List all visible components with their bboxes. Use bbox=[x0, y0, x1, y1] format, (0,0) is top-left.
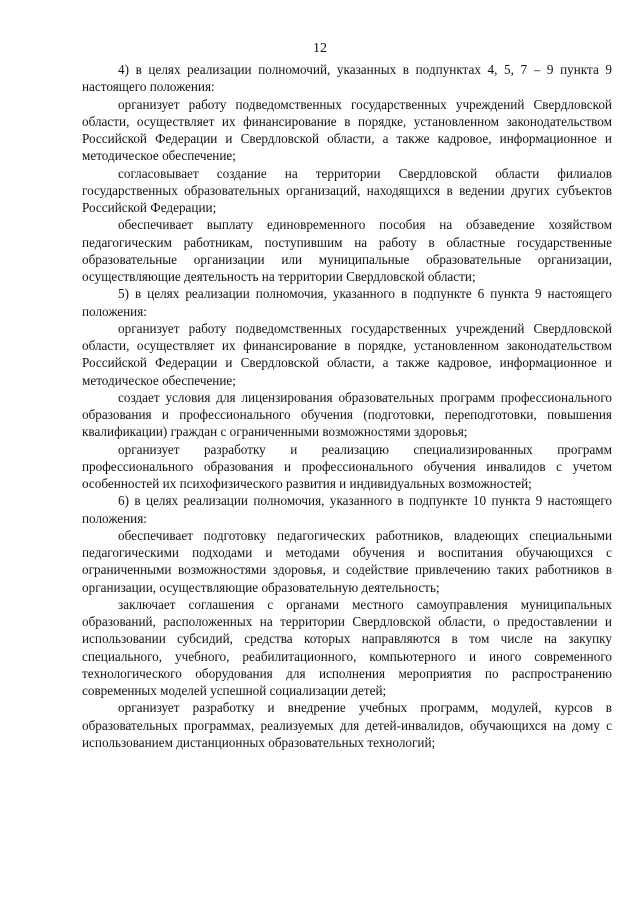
paragraph-item-6-intro: 6) в целях реализации полномочия, указанного в подпункте 10 пункта 9 настоящего положения: bbox=[82, 493, 612, 526]
paragraph-branches-approval: согласовывает создание на территории Свердловской области филиалов государственных образовательных организаций, находящихся в ведении других субъектов Российской Федерации; bbox=[82, 165, 612, 215]
paragraph-subsidy-agreements: заключает соглашения с органами местного самоуправления муниципальных образований, расположенных на территории Свердловской области, о предоставлении и использовании субсидий, средства которых направляются в том числе на закупку специального, учебного, реабилитационного, компьютерного и иного современного технологического оборудования для исполнения мероприятия по распространению современных моделей успешной социализации детей; bbox=[82, 596, 612, 698]
paragraph-specialized-programs: организует разработку и реализацию специализированных программ профессионального образования и профессионального обучения инвалидов с учетом особенностей их психофизического развития и индивидуальных возможностей; bbox=[82, 441, 612, 491]
page-number: 12 bbox=[313, 41, 327, 56]
paragraph-licensing-conditions: создает условия для лицензирования образовательных программ профессионального образования и профессионального обучения (подготовки, переподготовки, повышения квалификации) граждан с ограниченными возможностями здоровья; bbox=[82, 389, 612, 440]
paragraph-lump-sum-allowance: обеспечивает выплату единовременного пособия на обзаведение хозяйством педагогическим работникам, поступившим на работу в областные государственные образовательные организации или муниципальные образовательные организации, осуществляющие деятельность на территории Свердловской области; bbox=[82, 217, 612, 284]
paragraph-teacher-training: обеспечивает подготовку педагогических работников, владеющих специальными педагогическими подходами и методами обучения и воспитания обучающихся с ограниченными возможностями здоровья, и содействие привлечению таких работников в организации, осуществляющие образовательную деятельность; bbox=[82, 527, 612, 595]
paragraph-distance-learning: организует разработку и внедрение учебных программ, модулей, курсов в образовательных программах, реализуемых для детей-инвалидов, обучающихся на дому с использованием дистанционных образовательных технологий; bbox=[82, 700, 612, 750]
paragraph-item-5-intro: 5) в целях реализации полномочия, указанного в подпункте 6 пункта 9 настоящего положения: bbox=[82, 286, 612, 319]
document-body bbox=[82, 61, 612, 751]
paragraph-item-4-intro: 4) в целях реализации полномочий, указанных в подпунктах 4, 5, 7 – 9 пункта 9 настоящего положения: bbox=[82, 62, 612, 95]
paragraph-organize-institutions: организует работу подведомственных государственных учреждений Свердловской области, осуществляет их финансирование в порядке, установленном законодательством Российской Федерации и Свердловской области, а также кадровое, информационное и методическое обеспечение; bbox=[82, 96, 612, 164]
paragraph-organize-institutions-2: организует работу подведомственных государственных учреждений Свердловской области, осуществляет их финансирование в порядке, установленном законодательством Российской Федерации и Свердловской области, а также кадровое, информационное и методическое обеспечение; bbox=[82, 320, 612, 388]
